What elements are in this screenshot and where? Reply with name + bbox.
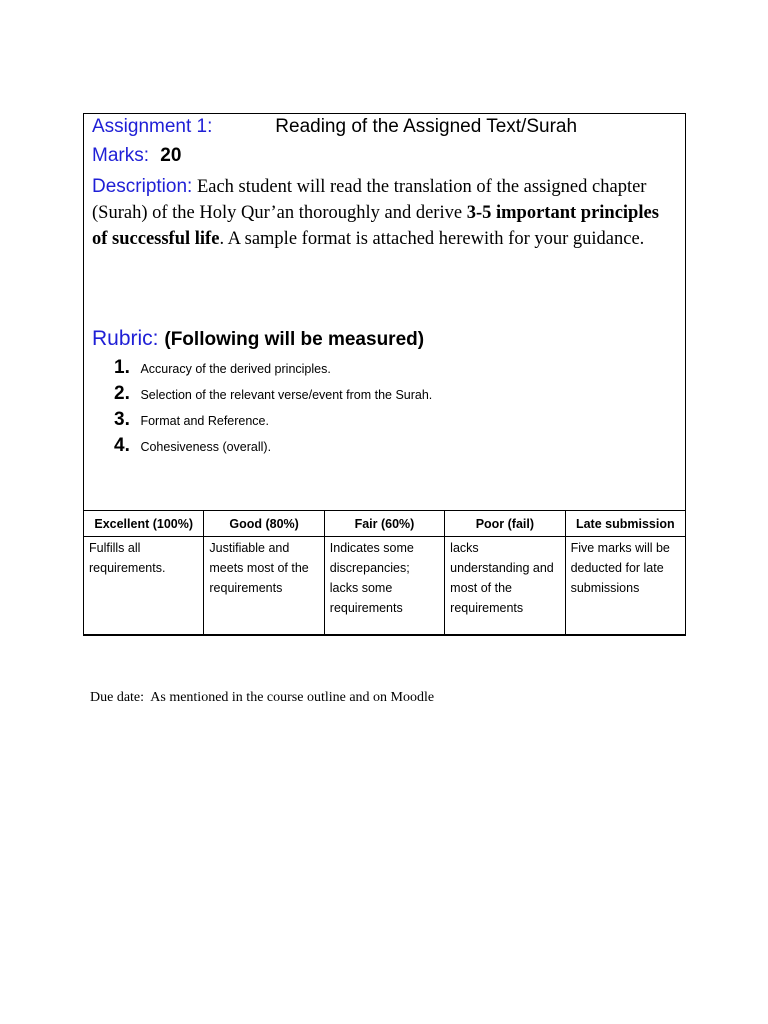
description bbox=[92, 174, 672, 252]
marks-row bbox=[92, 145, 181, 167]
rubric-heading bbox=[92, 327, 424, 351]
table-row bbox=[84, 537, 686, 636]
description-text-bold: 3-5 important principles of successful life bbox=[92, 203, 659, 249]
criterion-number: 1. bbox=[114, 357, 130, 378]
list-item bbox=[114, 409, 432, 435]
table-header-row bbox=[84, 511, 686, 537]
criterion-number: 4. bbox=[114, 435, 130, 456]
criteria-list bbox=[114, 357, 432, 461]
assignment-title: Reading of the Assigned Text/Surah bbox=[275, 116, 578, 137]
rubric-label: Rubric: bbox=[92, 327, 159, 350]
criterion-text: Cohesiveness (overall). bbox=[140, 440, 272, 454]
header-excellent: Excellent (100%) bbox=[84, 511, 204, 537]
assignment-label: Assignment 1: bbox=[92, 116, 213, 137]
criterion-number: 2. bbox=[114, 383, 130, 404]
header-fair: Fair (60%) bbox=[324, 511, 444, 537]
header-late: Late submission bbox=[565, 511, 685, 537]
assignment-header bbox=[92, 116, 577, 138]
criterion-text: Selection of the relevant verse/event from the Surah. bbox=[140, 388, 433, 402]
description-label: Description: bbox=[92, 176, 193, 197]
assignment-box bbox=[83, 113, 686, 635]
criterion-number: 3. bbox=[114, 409, 130, 430]
description-text-1: Each student will read the translation of the assigned chapter (Surah) of the Holy Qur’an thoroughly and derive bbox=[92, 177, 647, 223]
description-text-2: . A sample format is attached herewith for your guidance. bbox=[219, 229, 645, 249]
marks-value: 20 bbox=[160, 145, 182, 166]
cell-poor: lacks understanding and most of the requirements bbox=[445, 537, 565, 636]
rubric-subtitle: (Following will be measured) bbox=[164, 329, 425, 350]
criterion-text: Accuracy of the derived principles. bbox=[140, 362, 331, 376]
list-item bbox=[114, 383, 432, 409]
header-poor: Poor (fail) bbox=[445, 511, 565, 537]
due-date: Due date: As mentioned in the course outline and on Moodle bbox=[90, 690, 435, 705]
criterion-text: Format and Reference. bbox=[140, 414, 269, 428]
cell-fair: Indicates some discrepancies; lacks some requirements bbox=[324, 537, 444, 636]
cell-excellent: Fulfills all requirements. bbox=[84, 537, 204, 636]
cell-good: Justifiable and meets most of the requirements bbox=[204, 537, 324, 636]
grading-table bbox=[83, 510, 686, 636]
marks-label: Marks: bbox=[92, 145, 149, 166]
list-item bbox=[114, 357, 432, 383]
list-item bbox=[114, 435, 432, 461]
header-good: Good (80%) bbox=[204, 511, 324, 537]
cell-late: Five marks will be deducted for late submissions bbox=[565, 537, 685, 636]
